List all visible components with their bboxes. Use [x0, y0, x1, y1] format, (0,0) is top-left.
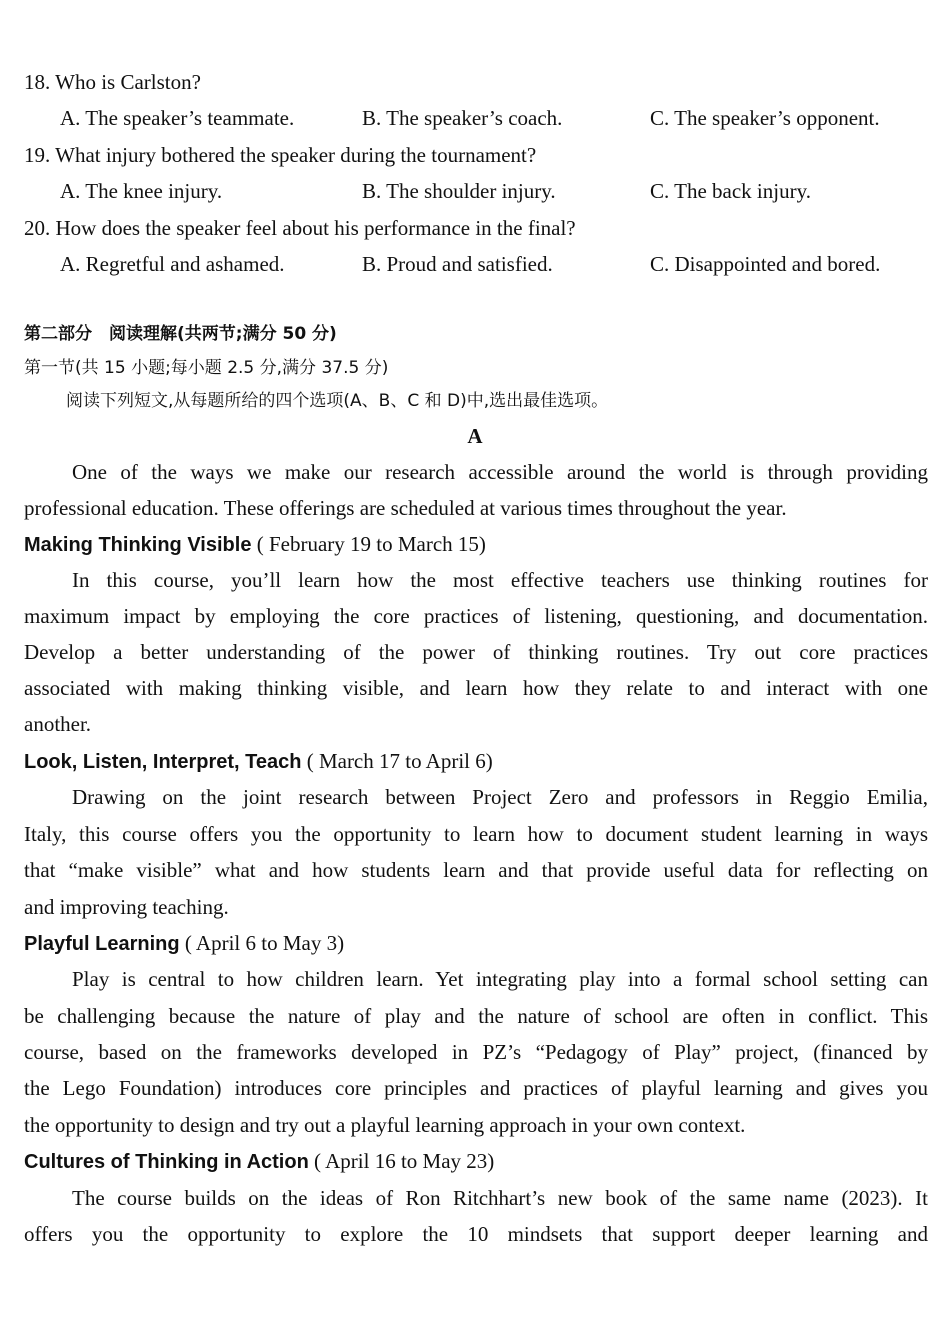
q18-option-c: C. The speaker’s opponent.: [650, 106, 880, 130]
course-text-line: Drawing on the joint research between Project Zero and professors in Reggio Emilia,: [72, 785, 928, 809]
section-one-title: 第一节(共 15 小题;每小题 2.5 分,满分 37.5 分): [24, 358, 389, 378]
q20-option-c: C. Disappointed and bored.: [650, 252, 881, 276]
course-heading: [24, 743, 928, 780]
passage-label: A: [467, 424, 483, 448]
course-text-line: that “make visible” what and how students learn and that provide useful data for reflecting on: [24, 858, 928, 882]
q20-option-b: B. Proud and satisfied.: [362, 252, 553, 276]
q18-option-a: A. The speaker’s teammate.: [60, 106, 295, 130]
intro-line: professional education. These offerings are scheduled at various times throughout the year.: [24, 496, 787, 520]
course-text-line: Play is central to how children learn. Yet integrating play into a formal school setting can: [72, 967, 928, 991]
course-title: Playful Learning: [24, 933, 180, 955]
course-text-line: Develop a better understanding of the power of thinking routines. Try out core practices: [24, 640, 928, 664]
course-dates: ( March 17 to April 6): [306, 749, 493, 773]
course-dates: ( April 16 to May 23): [314, 1149, 495, 1173]
course-heading: [24, 1143, 928, 1180]
q19-option-a: A. The knee injury.: [60, 179, 223, 203]
course-dates: ( April 6 to May 3): [184, 931, 345, 955]
q19-option-b: B. The shoulder injury.: [362, 179, 556, 203]
question-20: 20. How does the speaker feel about his performance in the final?: [24, 216, 576, 240]
course-heading: [24, 526, 928, 563]
part-two-title: 第二部分 阅读理解(共两节;满分 50 分): [24, 324, 337, 344]
question-18: 18. Who is Carlston?: [24, 70, 201, 94]
course-title: Look, Listen, Interpret, Teach: [24, 751, 302, 773]
course-text-line: maximum impact by employing the core practices of listening, questioning, and documentation.: [24, 604, 928, 628]
q18-option-b: B. The speaker’s coach.: [362, 106, 563, 130]
course-text-line: In this course, you’ll learn how the most effective teachers use thinking routines for: [72, 568, 928, 592]
course-title: Making Thinking Visible: [24, 534, 252, 556]
course-text-line: another.: [24, 712, 92, 736]
course-text-line: the opportunity to design and try out a playful learning approach in your own context.: [24, 1113, 746, 1137]
q19-option-c: C. The back injury.: [650, 179, 811, 203]
course-text-line: course, based on the frameworks developed in PZ’s “Pedagogy of Play” project, (financed by: [24, 1040, 928, 1064]
instruction-text: 阅读下列短文,从每题所给的四个选项(A、B、C 和 D)中,选出最佳选项。: [66, 391, 609, 411]
course-text-line: the Lego Foundation) introduces core principles and practices of playful learning and gives you: [24, 1076, 928, 1100]
intro-line: One of the ways we make our research accessible around the world is through providing: [72, 460, 928, 484]
course-text-line: and improving teaching.: [24, 895, 229, 919]
course-text-line: offers you the opportunity to explore the 10 mindsets that support deeper learning and: [24, 1222, 928, 1246]
course-title: Cultures of Thinking in Action: [24, 1151, 309, 1173]
course-dates: ( February 19 to March 15): [256, 532, 486, 556]
course-text-line: associated with making thinking visible, and learn how they relate to and interact with one: [24, 676, 928, 700]
course-heading: [24, 925, 928, 962]
course-text-line: be challenging because the nature of play and the nature of school are often in conflict. This: [24, 1004, 928, 1028]
question-19: 19. What injury bothered the speaker during the tournament?: [24, 143, 537, 167]
q20-option-a: A. Regretful and ashamed.: [60, 252, 285, 276]
course-text-line: Italy, this course offers you the opportunity to learn how to document student learning in ways: [24, 822, 928, 846]
course-text-line: The course builds on the ideas of Ron Ritchhart’s new book of the same name (2023). It: [72, 1186, 928, 1210]
